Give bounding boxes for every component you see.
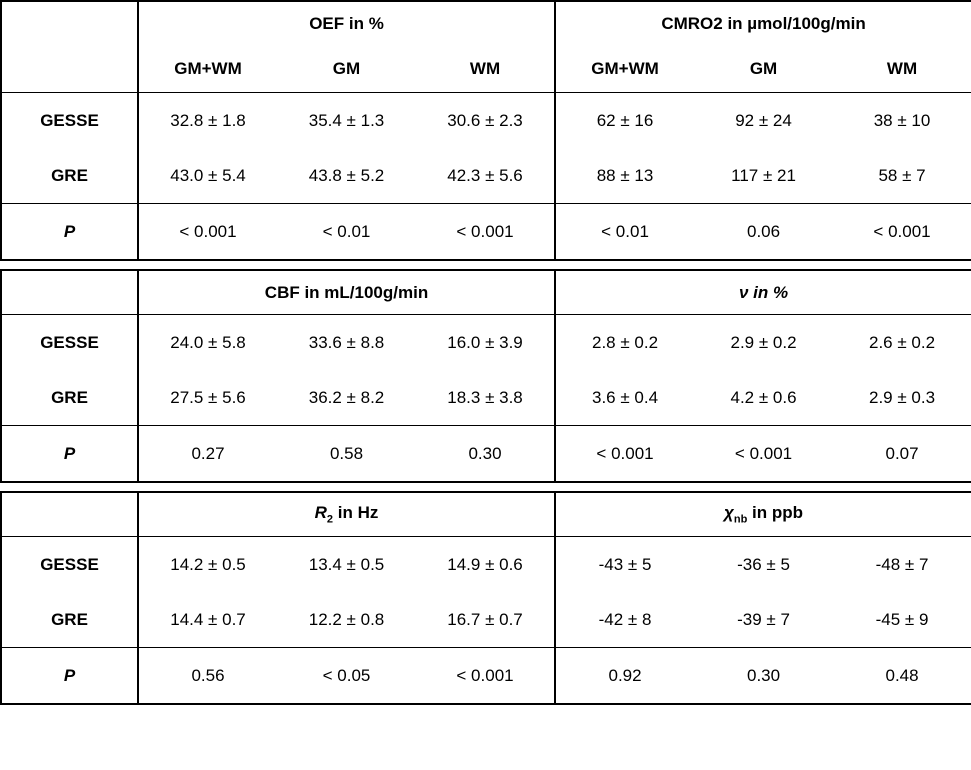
row-label-gesse: GESSE xyxy=(1,93,138,149)
row-label-gesse: GESSE xyxy=(1,537,138,593)
cell-value: 0.92 xyxy=(555,648,694,705)
cell-value: -39 ± 7 xyxy=(694,592,833,648)
table-row xyxy=(1,1,971,45)
cell-value: 24.0 ± 5.8 xyxy=(170,332,246,352)
cell-value: 2.9 ± 0.2 xyxy=(730,332,797,352)
row-label-p: P xyxy=(1,426,138,483)
table-row xyxy=(1,426,971,483)
cell-value: 58 ± 7 xyxy=(833,148,971,204)
cell-value: < 0.01 xyxy=(277,204,416,261)
cell-value: -42 ± 8 xyxy=(555,592,694,648)
cell-value: 35.4 ± 1.3 xyxy=(308,110,385,130)
cell-value: 27.5 ± 5.6 xyxy=(138,370,277,426)
chi-unit: in ppb xyxy=(747,503,804,523)
cell-value: 0.07 xyxy=(833,426,971,483)
cell-value: < 0.001 xyxy=(416,648,555,705)
cell-value: < 0.001 xyxy=(138,204,277,261)
cell-value: 0.27 xyxy=(138,426,277,483)
cell-value: 16.7 ± 0.7 xyxy=(416,592,555,648)
r2-subscript: 2 xyxy=(326,513,334,526)
cell-value: 88 ± 13 xyxy=(555,148,694,204)
cell-value: < 0.001 xyxy=(555,426,694,483)
column-header-oef-gm: GM xyxy=(277,45,416,93)
cell-value: 14.2 ± 0.5 xyxy=(170,554,246,574)
chi-subscript: nb xyxy=(733,513,748,526)
cell-value: 0.58 xyxy=(277,426,416,483)
chi-symbol: χ xyxy=(724,503,734,523)
group-title-oef: OEF in % xyxy=(138,1,555,45)
cell-value: 14.4 ± 0.7 xyxy=(138,592,277,648)
group-title-cmro2: CMRO2 in µmol/100g/min xyxy=(555,1,971,45)
table-row xyxy=(1,592,971,648)
empty-corner-cell xyxy=(1,270,138,315)
cell-value: 0.30 xyxy=(694,648,833,705)
block-spacer xyxy=(1,482,971,492)
table-row xyxy=(1,537,971,593)
cell-value: 38 ± 10 xyxy=(833,93,971,149)
cell-value: 4.2 ± 0.6 xyxy=(694,370,833,426)
cell-value: -45 ± 9 xyxy=(833,592,971,648)
row-label-p: P xyxy=(1,204,138,261)
table-row xyxy=(1,45,971,93)
block-spacer xyxy=(1,260,971,270)
table-row xyxy=(1,93,971,149)
table-row xyxy=(1,648,971,705)
group-title-cbf: CBF in mL/100g/min xyxy=(138,270,555,315)
cell-value: < 0.01 xyxy=(555,204,694,261)
column-header-cmro2-wm: WM xyxy=(833,45,971,93)
cell-value: 2.9 ± 0.3 xyxy=(833,370,971,426)
group-title-nu xyxy=(555,270,971,315)
cell-value: 30.6 ± 2.3 xyxy=(416,93,555,149)
row-label-gre: GRE xyxy=(1,370,138,426)
cell-value: 18.3 ± 3.8 xyxy=(416,370,555,426)
empty-header-cell xyxy=(1,45,138,93)
cell-value: 0.56 xyxy=(138,648,277,705)
cell-value: 2.6 ± 0.2 xyxy=(833,315,971,371)
cell-value: 0.06 xyxy=(694,204,833,261)
column-header-cmro2-gm: GM xyxy=(694,45,833,93)
column-header-cmro2-gmwm: GM+WM xyxy=(555,45,694,93)
cell-value: 3.6 ± 0.4 xyxy=(555,370,694,426)
group-title-r2 xyxy=(138,492,555,537)
cell-value: < 0.05 xyxy=(277,648,416,705)
cell-value: -36 ± 5 xyxy=(737,554,790,574)
cell-value: -48 ± 7 xyxy=(833,537,971,593)
table-row xyxy=(1,148,971,204)
r2-unit: in Hz xyxy=(333,503,379,523)
r2-symbol: R xyxy=(314,503,327,523)
cell-value: 32.8 ± 1.8 xyxy=(170,110,246,130)
table-row xyxy=(1,270,971,315)
cell-value: 36.2 ± 8.2 xyxy=(277,370,416,426)
nu-symbol: ν in % xyxy=(738,282,789,302)
cell-value: 43.8 ± 5.2 xyxy=(277,148,416,204)
cell-value: 2.8 ± 0.2 xyxy=(592,332,659,352)
group-title-chi-nb xyxy=(555,492,971,537)
empty-corner-cell xyxy=(1,1,138,45)
cell-value: < 0.001 xyxy=(694,426,833,483)
cell-value: 117 ± 21 xyxy=(694,148,833,204)
cell-value: 92 ± 24 xyxy=(735,110,792,130)
cell-value: < 0.001 xyxy=(416,204,555,261)
table-row xyxy=(1,492,971,537)
empty-corner-cell xyxy=(1,492,138,537)
table-row xyxy=(1,370,971,426)
cell-value: 0.30 xyxy=(416,426,555,483)
cell-value: 16.0 ± 3.9 xyxy=(416,315,555,371)
cell-value: 62 ± 16 xyxy=(596,110,654,130)
column-header-oef-gmwm: GM+WM xyxy=(138,45,277,93)
cell-value: 0.48 xyxy=(833,648,971,705)
cell-value: < 0.001 xyxy=(833,204,971,261)
cell-value: 13.4 ± 0.5 xyxy=(308,554,385,574)
row-label-gesse: GESSE xyxy=(1,315,138,371)
cell-value: -43 ± 5 xyxy=(598,554,652,574)
cell-value: 12.2 ± 0.8 xyxy=(277,592,416,648)
cell-value: 33.6 ± 8.8 xyxy=(308,332,385,352)
table-row xyxy=(1,315,971,371)
row-label-gre: GRE xyxy=(1,592,138,648)
row-label-gre: GRE xyxy=(1,148,138,204)
cell-value: 14.9 ± 0.6 xyxy=(416,537,555,593)
row-label-p: P xyxy=(1,648,138,705)
cell-value: 43.0 ± 5.4 xyxy=(138,148,277,204)
column-header-oef-wm: WM xyxy=(416,45,555,93)
table-row xyxy=(1,204,971,261)
cell-value: 42.3 ± 5.6 xyxy=(416,148,555,204)
